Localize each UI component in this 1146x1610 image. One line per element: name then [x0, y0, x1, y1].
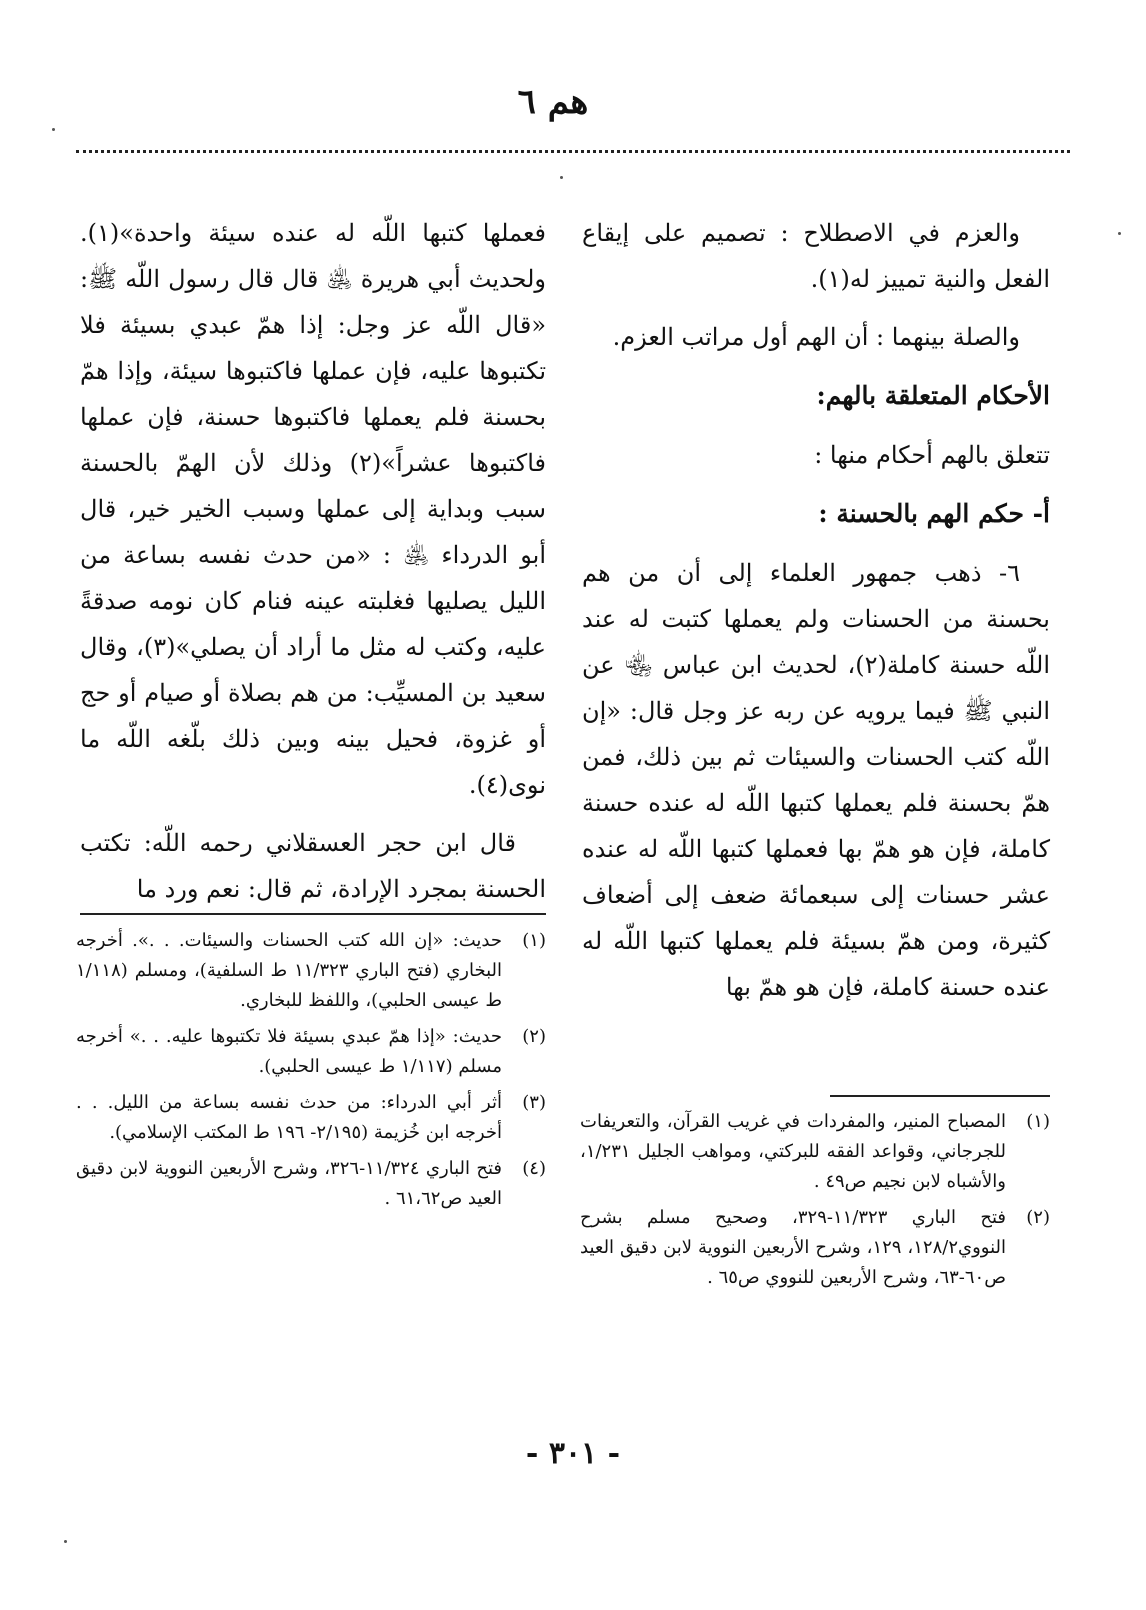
scan-speck: [560, 176, 563, 179]
footnote: [76, 1022, 546, 1082]
footnote-text: حديث: «إن الله كتب الحسنات والسيئات. . .». أخرجه البخاري (فتح الباري ١١/٣٢٣ ط السلفية)، ومسلم (١/١١٨ ط عيسى الحلبي)، واللفظ للبخاري.: [76, 930, 502, 1011]
footnote: [580, 1107, 1050, 1197]
subsection-heading-good-intent: أ- حكم الهم بالحسنة :: [818, 499, 1050, 528]
footnote-text: حديث: «إذا همّ عبدي بسيئة فلا تكتبوها عليه. . .» أخرجه مسلم (١/١١٧ ط عيسى الحلبي).: [76, 1026, 502, 1077]
footnote-text: المصباح المنير، والمفردات في غريب القرآن، والتعريفات للجرجاني، وقواعد الفقه للبركتي، ومواهب الجليل ١/٢٣١، والأشباه لابن نجيم ص٤٩ .: [580, 1111, 1006, 1192]
left-column: [80, 210, 546, 912]
footnote-text: فتح الباري ١١/٣٢٤-٣٢٦، وشرح الأربعين النووية لابن دقيق العيد ص٦١،٦٢ .: [76, 1158, 503, 1209]
scan-speck: [64, 1540, 67, 1543]
footnote-number: (٣): [522, 1092, 546, 1113]
footnote: [76, 1154, 546, 1214]
footnote-separator-right: [830, 1095, 1050, 1097]
footnote-text: فتح الباري ١١/٣٢٣-٣٢٩، وصحيح مسلم بشرح النووي١٢٨/٢، ١٢٩، وشرح الأربعين النووية لابن دقيق العيد ص٦٠-٦٣، وشرح الأربعين للنووي ص٦٥ .: [580, 1207, 1006, 1288]
running-title: هم ٦: [517, 82, 589, 122]
footnotes-left: [76, 926, 546, 1220]
page-number: - ٣٠١ -: [525, 1436, 621, 1471]
footnote: [76, 926, 546, 1016]
footnote-number: (١): [522, 930, 546, 951]
right-paragraph-3: تتعلق بالهم أحكام منها :: [814, 441, 1050, 469]
footnotes-right: [580, 1107, 1050, 1299]
right-paragraph-2: والصلة بينهما : أن الهم أول مراتب العزم.: [612, 323, 1020, 351]
header-dotted-rule: [76, 150, 1070, 153]
footnote-text: أثر أبي الدرداء: من حدث نفسه بساعة من الليل. . . أخرجه ابن خُزيمة (٢/١٩٥- ١٩٦ ط المكتب الإسلامي).: [76, 1092, 502, 1143]
footnote-separator-left: [80, 913, 546, 915]
footnote: [76, 1088, 546, 1148]
left-paragraph-1: فعملها كتبها اللّه له عنده سيئة واحدة»(١). ولحديث أبي هريرة ﵁ قال قال رسول اللّه ﷺ: «قال اللّه عز وجل: إذا همّ عبدي بسيئة فلا تكتبوها عليه، فإن عملها فاكتبوها سيئة، وإذا همّ بحسنة فلم يعملها فاكتبوها حسنة، فإن عملها فاكتبوها عشراً»(٢) وذلك لأن الهمّ بالحسنة سبب وبداية إلى عملها وسبب الخير خير، قال أبو الدرداء ﵁ : «من حدث نفسه بساعة من الليل يصليها فغلبته عينه فنام كان نومه صدقةً عليه، وكتب له مثل ما أراد أن يصلي»(٣)، وقال سعيد بن المسيِّب: من هم بصلاة أو صيام أو حج أو غزوة، فحيل بينه وبين ذلك بلّغه اللّه ما نوى(٤).: [80, 219, 546, 799]
right-paragraph-1: والعزم في الاصطلاح : تصميم على إيقاع الفعل والنية تمييز له(١).: [582, 219, 1050, 293]
scan-speck: [52, 128, 55, 131]
footnote-number: (١): [1026, 1111, 1050, 1132]
section-heading-rulings: الأحكام المتعلقة بالهم:: [816, 381, 1050, 410]
right-paragraph-4: ٦- ذهب جمهور العلماء إلى أن من هم بحسنة من الحسنات ولم يعملها كتبت له عند اللّه حسنة كاملة(٢)، لحديث ابن عباس ﵄ عن النبي ﷺ فيما يرويه عن ربه عز وجل قال: «إن اللّه كتب الحسنات والسيئات ثم بين ذلك، فمن همّ بحسنة فلم يعملها كتبها اللّه له عنده حسنة كاملة، فإن هو همّ بها فعملها كتبها اللّه له عنده عشر حسنات إلى سبعمائة ضعف إلى أضعاف كثيرة، ومن همّ بسيئة فلم يعملها كتبها اللّه له عنده حسنة كاملة، فإن هو همّ بها: [582, 559, 1050, 1001]
left-paragraph-2: قال ابن حجر العسقلاني رحمه اللّه: تكتب الحسنة بمجرد الإرادة، ثم قال: نعم ورد ما: [80, 829, 546, 903]
footnote: [580, 1203, 1050, 1293]
footnote-number: (٤): [522, 1158, 546, 1179]
right-column: [582, 210, 1050, 1010]
footnote-number: (٢): [522, 1026, 546, 1047]
footnote-number: (٢): [1026, 1207, 1050, 1228]
scan-speck: [1118, 232, 1121, 235]
